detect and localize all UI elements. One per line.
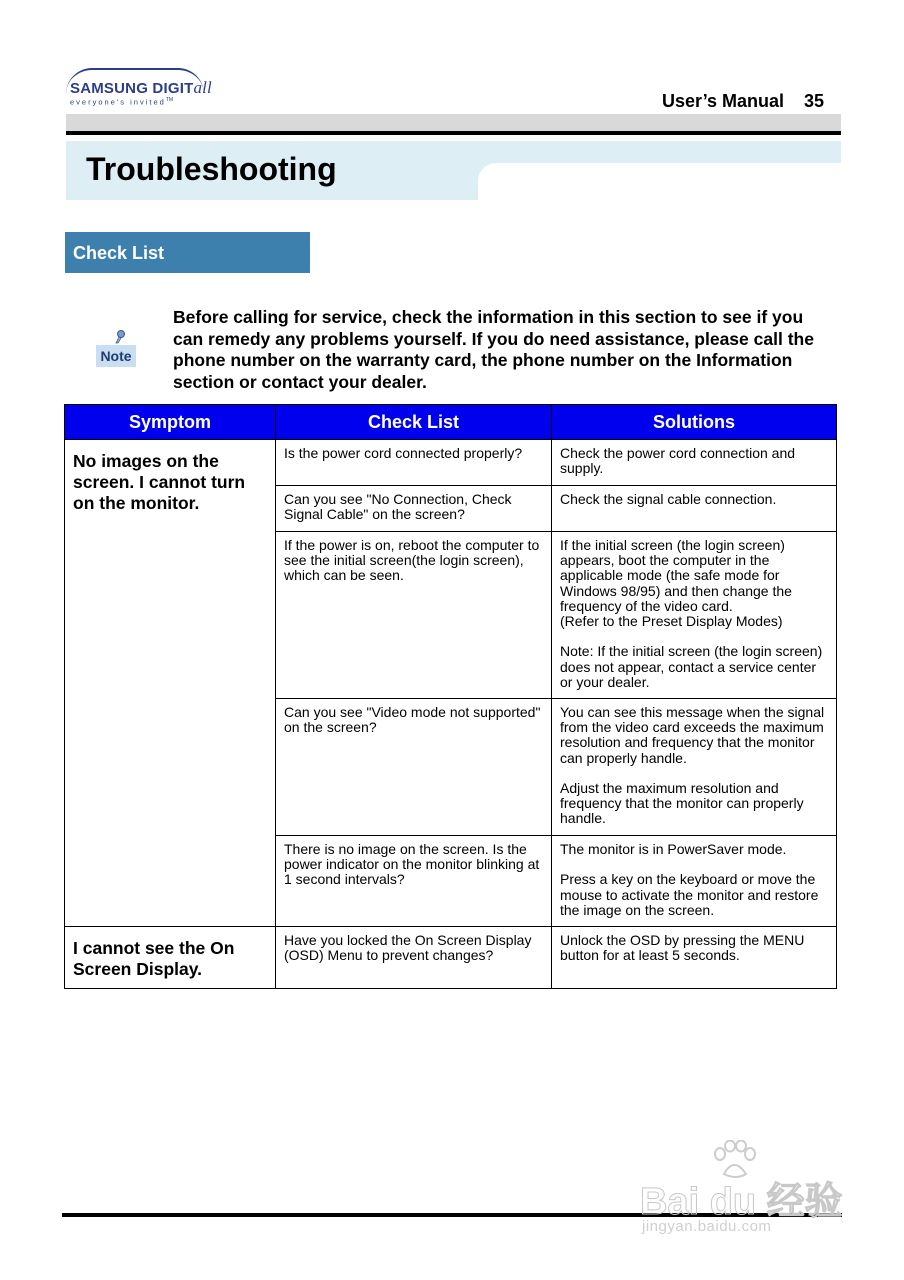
solution-cell: Check the signal cable connection. [552, 486, 837, 532]
baidu-watermark [640, 1140, 850, 1250]
header-rule [66, 131, 841, 135]
solution-cell: Check the power cord connection and supply. [552, 440, 837, 486]
header-symptom: Symptom [65, 405, 276, 440]
header-check-list: Check List [276, 405, 552, 440]
watermark-url: jingyan.baidu.com [642, 1218, 772, 1235]
troubleshooting-table [64, 404, 837, 989]
symptom-cell: No images on the screen. I cannot turn on the monitor. [65, 440, 276, 927]
logo-brand: SAMSUNG DIGITall [70, 78, 212, 97]
table-row [65, 927, 837, 989]
header-solutions: Solutions [552, 405, 837, 440]
table-header-row [65, 405, 837, 440]
check-cell: Can you see "No Connection, Check Signal Cable" on the screen? [276, 486, 552, 532]
pencil-icon [114, 330, 126, 344]
check-cell: Have you locked the On Screen Display (OSD) Menu to prevent changes? [276, 927, 552, 989]
intro-text: Before calling for service, check the information in this section to see if you can remedy any problems yourself. If you do need assistance, please call the phone number on the warranty card, the phone number on the Information section or contact your dealer. [173, 307, 814, 392]
symptom-cell: I cannot see the On Screen Display. [65, 927, 276, 989]
samsung-logo [70, 70, 212, 110]
watermark-text: Bai du 经验 [640, 1181, 843, 1223]
solution-cell: Unlock the OSD by pressing the MENU button for at least 5 seconds. [552, 927, 837, 989]
manual-page-header: User’s Manual 35 [662, 91, 825, 111]
solution-cell: You can see this message when the signal from the video card exceeds the maximum resolution and frequency that the monitor can properly handle. Adjust the maximum resolution and frequency that the monitor can properly handle. [552, 699, 837, 836]
logo-tagline: everyone's invited™ [70, 97, 174, 107]
title-band-extension [478, 141, 841, 163]
check-cell: Can you see "Video mode not supported" on the screen? [276, 699, 552, 836]
note-icon [94, 330, 138, 372]
check-cell: If the power is on, reboot the computer to see the initial screen(the login screen), which can be seen. [276, 532, 552, 699]
note-label: Note [96, 345, 136, 367]
check-cell: There is no image on the screen. Is the power indicator on the monitor blinking at 1 second intervals? [276, 836, 552, 927]
header-gray-band [66, 114, 841, 131]
section-heading-check-list: Check List [65, 232, 310, 273]
page-title: Troubleshooting [86, 151, 337, 187]
check-cell: Is the power cord connected properly? [276, 440, 552, 486]
solution-cell: If the initial screen (the login screen) appears, boot the computer in the applicable mode (the safe mode for Windows 98/95) and then change the frequency of the video card. (Refer to the Preset Display Modes) Note: If the initial screen (the login screen) does not appear, contact a service center or your dealer. [552, 532, 837, 699]
table-row [65, 440, 837, 486]
solution-cell: The monitor is in PowerSaver mode. Press a key on the keyboard or move the mouse to activate the monitor and restore the image on the screen. [552, 836, 837, 927]
